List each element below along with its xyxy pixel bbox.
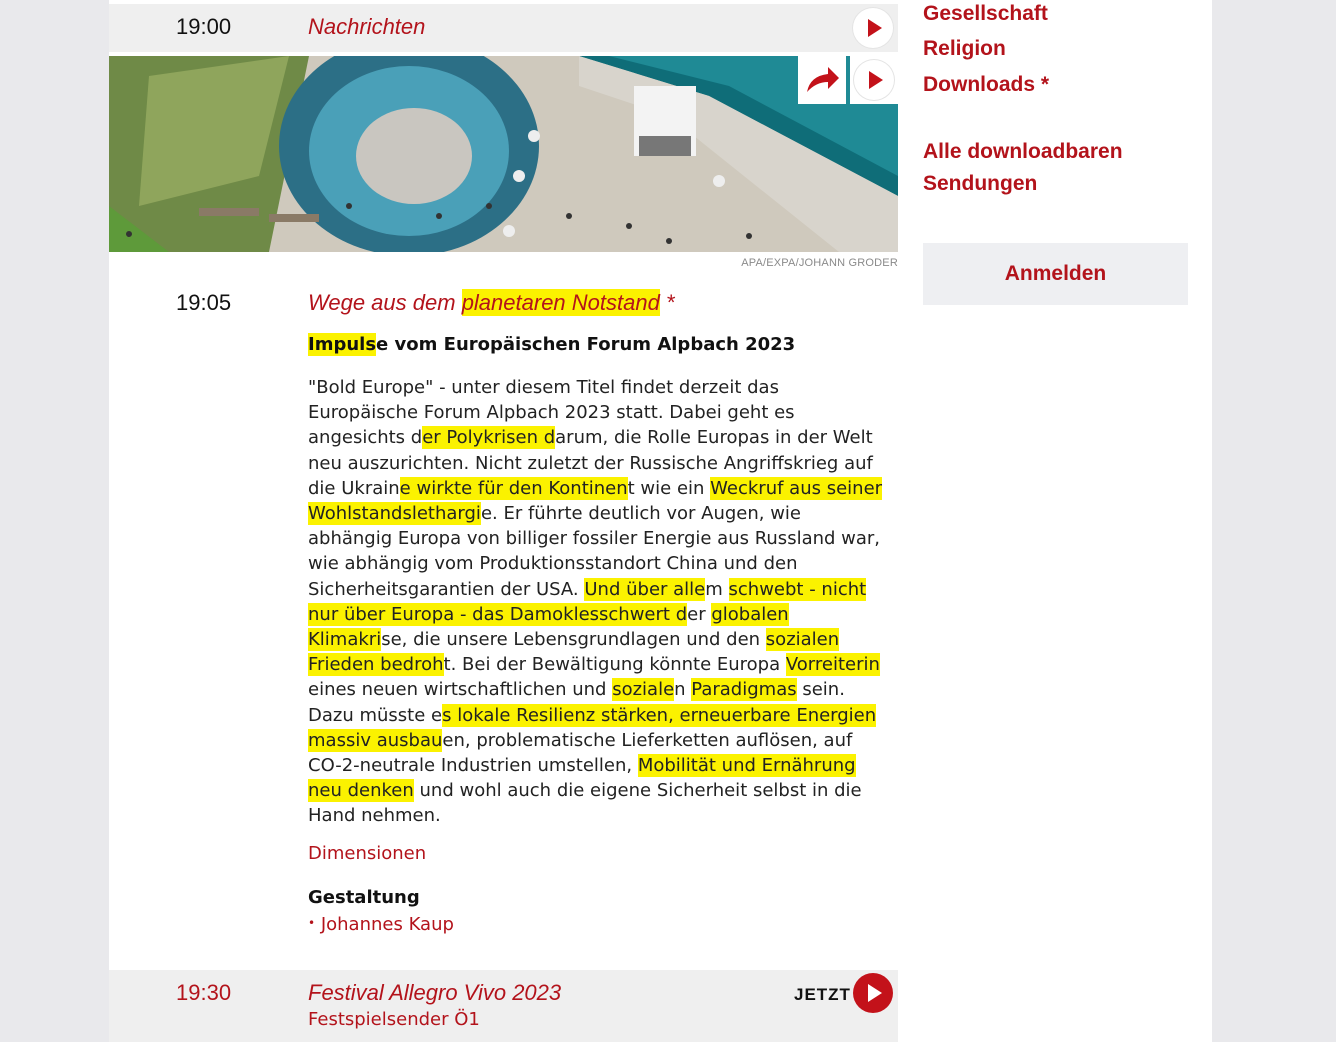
- share-arrow-icon: [798, 56, 846, 104]
- subtitle-rest: e vom Europäischen Forum Alpbach 2023: [376, 334, 796, 355]
- description-segment: se, die unsere Lebensgrundlagen und den: [381, 629, 766, 651]
- description-segment: "Bold Europe" - unter diesem Titel findet derzeit das Europäische Forum Alpbach 2023 statt. Dabei geht es angesichts d: [308, 377, 795, 449]
- highlighted-text: sozialen Frieden bedroh: [308, 629, 840, 676]
- highlighted-text: Vorreiterin: [785, 654, 880, 676]
- sidebar-link-religion[interactable]: Religion: [923, 37, 1006, 60]
- description-segment: sein. Dazu müsste e: [308, 679, 845, 726]
- now-label: JETZT: [794, 985, 851, 1004]
- play-icon[interactable]: [854, 60, 894, 100]
- page: [109, 0, 1212, 1042]
- description-segment: e. Er führte deutlich vor Augen, wie abhängig Europa von billiger fossiler Energie aus Russland war, wie abhängig vom Produktionsstandort China und den Sicherheitsgarantien der USA.: [308, 503, 881, 600]
- play-icon[interactable]: [853, 8, 893, 48]
- highlighted-text: globalen Klimakri: [308, 603, 789, 651]
- sidebar-link-all-downloads[interactable]: Alle downloadbaren: [923, 140, 1123, 163]
- description-segment: t wie ein: [627, 477, 711, 499]
- title-part: *: [659, 290, 675, 315]
- image-play-button[interactable]: [850, 56, 898, 104]
- description-segment: eines neuen wirtschaftlichen und: [308, 679, 613, 701]
- schedule-title-link[interactable]: Festival Allegro Vivo 2023: [308, 980, 562, 1005]
- sidebar-link-downloads[interactable]: Downloads *: [923, 73, 1050, 96]
- highlighted-text: Paradigmas: [691, 679, 797, 701]
- description-segment: m: [705, 578, 729, 600]
- play-icon[interactable]: [853, 973, 893, 1013]
- subtitle-highlight: Impuls: [308, 334, 377, 355]
- highlighted-text: schwebt - nicht nur über Europa - das Damoklesschwert d: [308, 578, 867, 625]
- schedule-time: 19:05: [176, 290, 232, 315]
- program-subtitle: [308, 334, 795, 355]
- share-button[interactable]: [798, 56, 846, 104]
- description-segment: en, problematische Lieferketten auflösen, auf CO-2-neutrale Industrien umstellen,: [308, 729, 853, 777]
- program-image: [109, 56, 898, 252]
- description-segment: n: [674, 679, 692, 701]
- program-channel: Festspielsender Ö1: [308, 1009, 480, 1030]
- title-part: Wege aus dem: [308, 290, 462, 315]
- aerial-photo: [109, 56, 898, 252]
- program-description: [308, 375, 888, 829]
- highlighted-text: Mobilität und Ernährung neu denken: [308, 755, 856, 802]
- highlighted-text: er Polykrisen d: [422, 427, 556, 449]
- login-button[interactable]: Anmelden: [923, 243, 1188, 305]
- dimensionen-link[interactable]: Dimensionen: [308, 843, 427, 864]
- gestaltung-label: Gestaltung: [308, 887, 420, 908]
- highlighted-text: e wirkte für den Kontinen: [399, 477, 628, 499]
- description-segment: und wohl auch die eigene Sicherheit selbst in die Hand nehmen.: [308, 780, 862, 827]
- sidebar-link-all-downloads-cont[interactable]: Sendungen: [923, 172, 1038, 195]
- highlighted-text: s lokale Resilienz stärken, erneuerbare Energien massiv ausbau: [308, 704, 877, 751]
- schedule-time-current: 19:30: [176, 980, 232, 1005]
- image-credit: APA/EXPA/JOHANN GRODER: [741, 257, 898, 269]
- schedule-time: 19:00: [176, 14, 232, 39]
- title-highlight: planetaren Notstand: [461, 290, 660, 315]
- author-link[interactable]: Johannes Kaup: [320, 914, 454, 935]
- description-segment: t. Bei der Bewältigung könnte Europa: [443, 654, 786, 676]
- schedule-list: [109, 0, 898, 1042]
- highlighted-text: Und über alle: [584, 578, 706, 600]
- description-text: [308, 375, 888, 829]
- description-segment: arum, die Rolle Europas in der Welt neu auszurichten. Nicht zuletzt der Russische Angriffskrieg auf die Ukrain: [308, 427, 873, 499]
- highlighted-text: Weckruf aus seiner Wohlstandslethargi: [308, 477, 883, 525]
- schedule-title-link[interactable]: Nachrichten: [308, 14, 426, 39]
- highlighted-text: soziale: [612, 679, 675, 701]
- bullet-dot: •: [308, 916, 316, 930]
- sidebar-link-gesellschaft[interactable]: Gesellschaft: [923, 2, 1048, 25]
- description-segment: er: [687, 603, 712, 625]
- schedule-title-link[interactable]: [308, 290, 675, 316]
- author-list-item: [308, 914, 454, 935]
